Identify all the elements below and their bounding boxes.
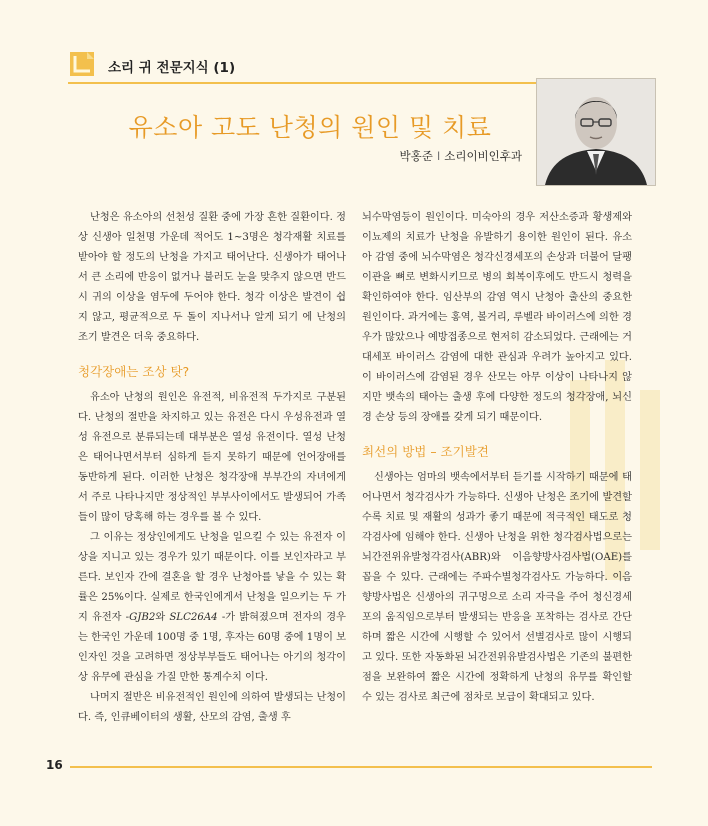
paragraph: 난청은 유소아의 선천성 질환 중에 가장 흔한 질환이다. 정상 신생아 일천명 가운데 적어도 1~3명은 청각재활 치료를 받아야 할 정도의 난청을 가지고 태어난다. 신생아가 태어나서 큰 소리에 반응이 없거나 불러도 눈을 맞추지 않으면 반드시 귀의 이상을 염두에 두어야 한다. 청각 이상은 발견이 쉽지 않고, 평균적으로 두 돌이 지나서나 알게 되기 에 난청의 조기 발견은 더욱 중요하다. — [78, 212, 346, 343]
author-byline — [340, 148, 522, 164]
text-run: 와 — [155, 612, 170, 623]
section-label: 소리 귀 전문지식 (1) — [108, 60, 236, 76]
section-heading: 청각장애는 조상 탓? — [78, 364, 190, 379]
author-affiliation: 소리이비인후과 — [444, 149, 522, 163]
left-column — [78, 208, 346, 728]
text-run: -가 밝혀졌으며 전자의 경우는 한국인 가운데 100명 중 1명, 후자는 60명 중에 1명이 보인자인 것을 고려하면 정상부부들도 태어나는 아기의 청각이상 유무에 관심을 가질 만한 통계수치 이다. — [78, 612, 346, 683]
portrait-image — [537, 79, 655, 185]
footer-rule — [70, 766, 652, 768]
paragraph — [78, 528, 346, 688]
author-name: 박홍준 — [399, 149, 433, 163]
section-header — [68, 50, 348, 80]
page-number: 16 — [46, 758, 63, 772]
text-run: 그 이유는 정상인에게도 난청을 일으킬 수 있는 유전자 이상을 지니고 있는 경우가 있기 때문이다. 이를 보인자라고 부른다. 보인자 간에 결혼을 할 경우 난청아를 낳을 수 있는 확률은 25%이다. 실제로 한국인에게서 난청을 일으키는 두 가지 유전자 - — [78, 532, 346, 623]
author-separator: I — [436, 149, 441, 163]
author-photo — [536, 78, 656, 186]
gene-name: SLC26A4 — [169, 612, 218, 623]
article-title: 유소아 고도 난청의 원인 및 치료 — [128, 113, 492, 142]
section-heading: 최선의 방법 – 조기발견 — [362, 444, 489, 459]
paragraph: 뇌수막염등이 원인이다. 미숙아의 경우 저산소증과 황생제와 이뇨제의 치료가 난청을 유발하기 용이한 원인이 된다. 유소아 감염 중에 뇌수막염은 청각신경세포의 손상과 더불어 달팽이관을 뼈로 변화시키므로 병의 회복이후에도 반드시 청력을 확인하여야 한다. 임산부의 감염 역시 난청아 출산의 중요한 원인이다. 과거에는 홍역, 볼거리, 루벨라 바이러스에 의한 경우가 많았으나 예방접종으로 현저히 감소되었다. 근래에는 거대세포 바이러스 감염에 대한 관심과 우려가 높아지고 있다. 이 바이러스에 감염된 경우 산모는 아무 이상이 나타나지 않지만 뱃속의 태아는 출생 후에 다양한 정도의 청각장애, 뇌신경 손상 등의 장애를 갖게 되기 때문이다. — [362, 212, 632, 423]
paragraph: 신생아는 엄마의 뱃속에서부터 듣기를 시작하기 때문에 태어나면서 청각검사가 가능하다. 신생아 난청은 조기에 발견할수록 치료 및 재활의 성과가 좋기 때문에 적극적인 태도로 청각검사에 임해야 한다. 신생아 난청을 위한 청각검사법으로는 뇌간전위유발청각검사(ABR)와 이음향방사검사법(OAE)를 꼽을 수 있다. 근래에는 주파수별청각검사도 가능하다. 이음향방사법은 신생아의 귀구멍으로 소리 자극을 주어 청신경세포의 움직임으로부터 발생되는 반응을 포착하는 검사로 간단하며 짧은 시간에 시행할 수 있어서 선별검사로 많이 시행되고 있다. 또한 자동화된 뇌간전위유발검사법은 기존의 불편한 점을 보완하여 짧은 시간에 정확하게 난청의 유무를 확인할 수 있는 검사로 최근에 점차로 보급이 확대되고 있다. — [362, 472, 632, 703]
gene-name: GJB2 — [129, 612, 156, 623]
folded-page-icon — [68, 50, 96, 78]
paragraph: 나머지 절반은 비유전적인 원인에 의하여 발생되는 난청이다. 즉, 인큐베이터의 생활, 산모의 감염, 출생 후 — [78, 692, 346, 723]
right-column — [362, 208, 632, 708]
paragraph: 유소아 난청의 원인은 유전적, 비유전적 두가지로 구분된다. 난청의 절반을 차지하고 있는 유전은 다시 우성유전과 열성 유전으로 분류되는데 대부분은 열성 유전이다. 열성 난청은 태어나면서부터 심하게 듣지 못하기 때문에 언어장애를 동반하게 된다. 이러한 난청은 청각장애 부부간의 자녀에게서 주로 나타나지만 정상적인 부부사이에서도 발생되어 가족들이 많이 당혹해 하는 경우를 볼 수 있다. — [78, 392, 346, 523]
